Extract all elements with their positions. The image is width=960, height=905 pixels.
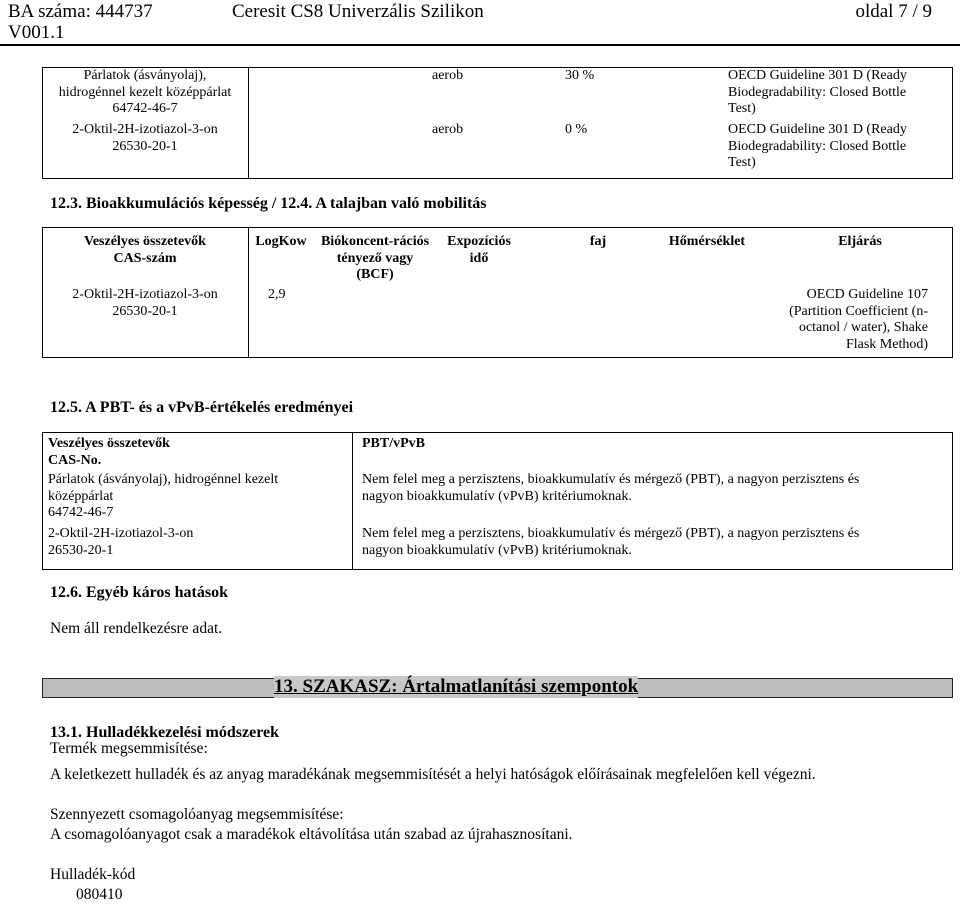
section-12-5-heading: 12.5. A PBT- és a vPvB-értékelés eredményei (50, 399, 354, 416)
table-row (44, 68, 246, 118)
product-name: Ceresit CS8 Univerzális Szilikon (232, 1, 484, 22)
substance-name: Párlatok (ásványolaj), (83, 68, 207, 83)
cas-number: 64742-46-7 (48, 505, 114, 520)
method-cell: OECD Guideline 301 D (Ready Biodegradability: Closed Bottle Test) (728, 68, 907, 116)
substance-name: 2-Oktil-2H-izotiazol-3-on (72, 122, 218, 137)
waste-code-label: Hulladék-kód (50, 866, 136, 883)
section-12-6-text: Nem áll rendelkezésre adat. (50, 620, 223, 637)
method-cell: OECD Guideline 301 D (Ready Biodegradability: Closed Bottle Test) (728, 122, 907, 170)
value-cell: 0 % (565, 122, 588, 137)
section-13-1-heading: 13.1. Hulladékkezelési módszerek (50, 724, 280, 741)
column-header-exposure: Expozíciós idő (447, 234, 511, 266)
logkow-value: 2,9 (268, 287, 286, 302)
table-row (44, 122, 246, 155)
section-13-banner (42, 678, 953, 698)
substance-name: 2-Oktil-2H-izotiazol-3-on (72, 287, 218, 302)
waste-code: 080410 (76, 886, 123, 903)
column-header-pbt: PBT/vPvB (362, 436, 426, 451)
version: V001.1 (8, 22, 65, 43)
value-cell: 30 % (565, 68, 595, 83)
section-13-title: 13. SZAKASZ: Ártalmatlanítási szempontok (274, 676, 639, 697)
column-header-method: Eljárás (838, 234, 882, 249)
section-12-6-heading: 12.6. Egyéb káros hatások (50, 584, 228, 601)
cas-number: 64742-46-7 (112, 101, 178, 116)
cas-number: 26530-20-1 (112, 138, 178, 154)
cas-number: 26530-20-1 (112, 303, 178, 319)
column-header-temperature: Hőmérséklet (668, 234, 746, 249)
result-cell: aerob (432, 68, 464, 83)
result-cell: aerob (432, 122, 464, 137)
page-number: oldal 7 / 9 (855, 1, 932, 22)
packaging-text: A csomagolóanyagot csak a maradékok eltávolítása után szabad az újrahasznosítani. (50, 826, 573, 843)
disposal-label: Termék megsemmisítése: (50, 740, 208, 757)
pbt-result: Nem felel meg a perzisztens, bioakkumulatív és mérgező (PBT), a nagyon perzisztens és nagyon bioakkumulatív (vPvB) kritériumoknak. (362, 526, 860, 558)
substance-name: Párlatok (ásványolaj), hidrogénnel kezelt (48, 472, 279, 487)
column-header-bcf: Biókoncent-rációs tényező vagy (BCF) (320, 234, 430, 282)
header-rule (0, 44, 960, 46)
cas-number: 26530-20-1 (48, 542, 114, 558)
table-row (44, 287, 246, 320)
pbt-result: Nem felel meg a perzisztens, bioakkumulatív és mérgező (PBT), a nagyon perzisztens és nagyon bioakkumulatív (vPvB) kritériumoknak. (362, 472, 860, 504)
column-header-species: faj (589, 234, 607, 249)
table-row (48, 526, 193, 559)
disposal-text: A keletkezett hulladék és az anyag maradékának megsemmisítését a helyi hatóságok előírásainak megfelelően kell végezni. (50, 766, 816, 783)
substance-name: 2-Oktil-2H-izotiazol-3-on (48, 526, 194, 541)
method-cell: OECD Guideline 107 (Partition Coefficient (n- octanol / water), Shake Flask Method) (789, 287, 928, 352)
table-row (48, 472, 278, 522)
column-header-substance: Veszélyes összetevők CAS-szám (84, 234, 206, 266)
substance-name: középpárlat (48, 488, 114, 504)
column-header-substance: Veszélyes összetevők CAS-No. (48, 436, 170, 468)
ba-number: BA száma: 444737 (8, 1, 153, 22)
section-12-3-heading: 12.3. Bioakkumulációs képesség / 12.4. A talajban való mobilitás (50, 195, 487, 212)
column-header-logkow: LogKow (255, 234, 307, 249)
substance-name: hidrogénnel kezelt középpárlat (58, 84, 232, 100)
packaging-label: Szennyezett csomagolóanyag megsemmisítése: (50, 806, 344, 823)
